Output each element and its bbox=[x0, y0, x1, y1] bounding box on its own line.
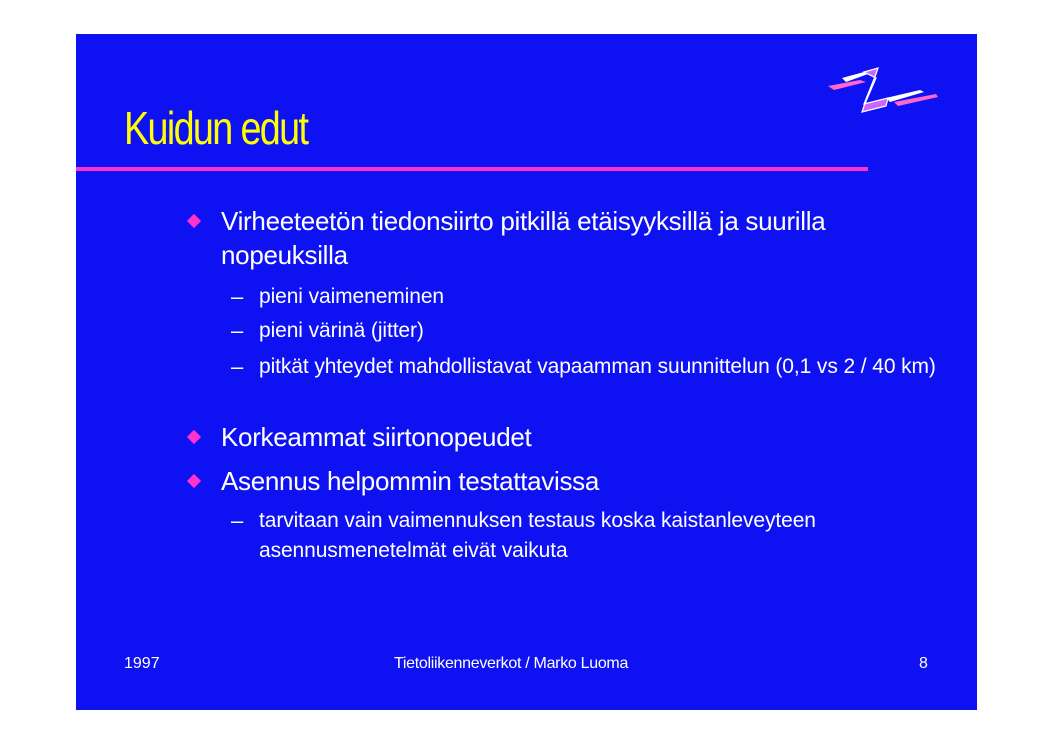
sub-bullet-text: pieni vaimeneminen bbox=[259, 285, 444, 308]
sub-bullet-text: tarvitaan vain vaimennuksen testaus koska kaistanleveyteen asennusmenetelmät eivät vaikuta bbox=[259, 509, 816, 562]
slide-content bbox=[76, 34, 977, 710]
sub-bullet-item bbox=[231, 506, 949, 566]
bullet-item bbox=[221, 204, 941, 272]
sub-bullet-item bbox=[231, 282, 949, 312]
bullet-text: Asennus helpommin testattavissa bbox=[221, 466, 600, 496]
slide-title: Kuidun edut bbox=[124, 102, 308, 154]
bullet-item bbox=[221, 420, 941, 454]
dash-bullet: – bbox=[231, 284, 244, 309]
footer-page-number: 8 bbox=[919, 655, 928, 672]
diamond-bullet-icon bbox=[187, 430, 201, 444]
sub-bullet-item bbox=[231, 316, 949, 346]
footer-year: 1997 bbox=[124, 655, 160, 672]
dash-bullet: – bbox=[231, 508, 244, 533]
dash-bullet: – bbox=[231, 318, 244, 343]
sub-bullet-text: pitkät yhteydet mahdollistavat vapaamman suunnittelun (0,1 vs 2 / 40 km) bbox=[259, 355, 936, 378]
slide bbox=[76, 34, 977, 710]
diamond-bullet-icon bbox=[187, 214, 201, 228]
bullet-text: Korkeammat siirtonopeudet bbox=[221, 422, 532, 452]
bullet-text: Virheeteetön tiedonsiirto pitkillä etäisyyksillä ja suurilla nopeuksilla bbox=[221, 206, 826, 270]
diamond-bullet-icon bbox=[187, 474, 201, 488]
footer-course: Tietoliikenneverkot / Marko Luoma bbox=[394, 655, 629, 672]
sub-bullet-text: pieni värinä (jitter) bbox=[259, 319, 424, 342]
dash-bullet: – bbox=[231, 354, 244, 379]
sub-bullet-item bbox=[231, 352, 949, 382]
bullet-item bbox=[221, 464, 941, 498]
